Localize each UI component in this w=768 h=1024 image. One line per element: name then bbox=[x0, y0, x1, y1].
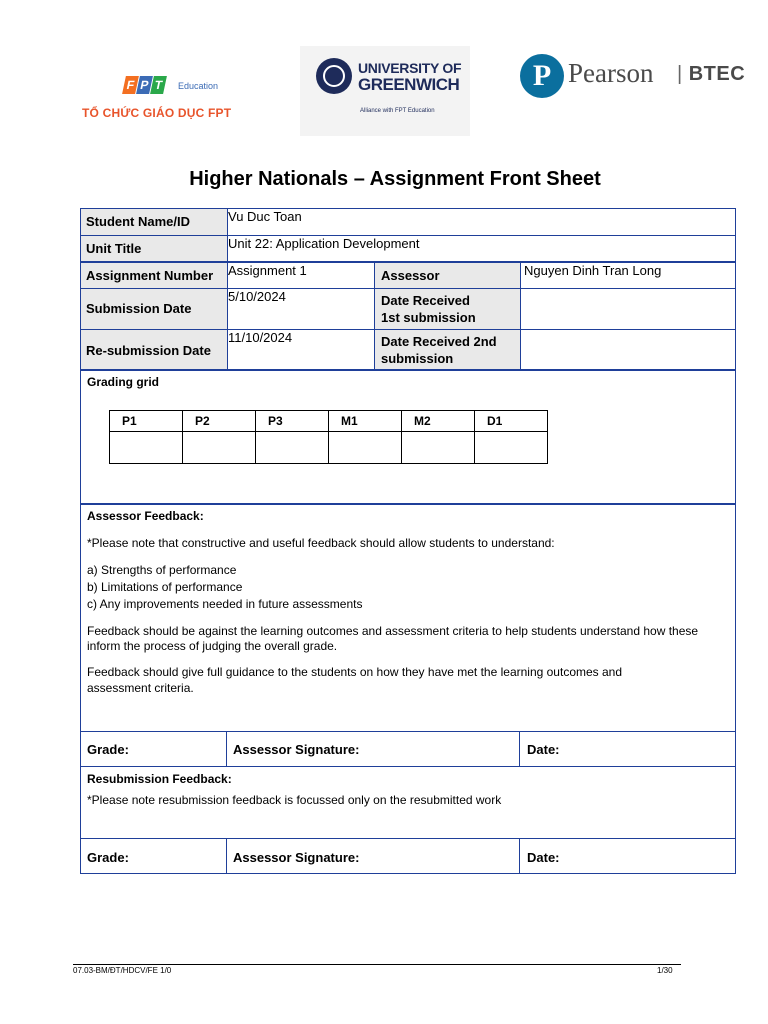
resubmission-date-value: 11/10/2024 bbox=[228, 330, 293, 345]
fpt-education-logo bbox=[82, 74, 257, 124]
submission-date-value: 5/10/2024 bbox=[228, 289, 286, 304]
assessor-value: Nguyen Dinh Tran Long bbox=[524, 263, 662, 278]
border-h bbox=[80, 329, 736, 330]
border-v bbox=[519, 731, 520, 766]
assignment-number-label: Assignment Number bbox=[80, 262, 227, 288]
grade-cell[interactable] bbox=[110, 432, 183, 464]
border-v bbox=[520, 262, 521, 370]
assessor-label: Assessor bbox=[375, 262, 520, 288]
assignment-number-value: Assignment 1 bbox=[228, 263, 307, 278]
grading-grid-title: Grading grid bbox=[87, 375, 159, 389]
greenwich-line1: UNIVERSITY OF bbox=[358, 60, 462, 76]
date-label-1: Date: bbox=[527, 742, 560, 757]
border-h bbox=[80, 261, 736, 263]
date-received-1-value bbox=[521, 288, 735, 329]
feedback-para1-line1: Feedback should be against the learning outcomes and assessment criteria to help students understand how these bbox=[87, 624, 699, 638]
fpt-letter: T bbox=[150, 76, 167, 94]
date-received-2-line1: Date Received 2nd bbox=[381, 334, 497, 349]
feedback-item-c: c) Any improvements needed in future assessments bbox=[87, 597, 363, 611]
grade-cell[interactable] bbox=[256, 432, 329, 464]
border-h bbox=[80, 208, 736, 209]
grade-cell[interactable] bbox=[402, 432, 475, 464]
border-h bbox=[80, 838, 736, 839]
assessor-feedback-title: Assessor Feedback: bbox=[87, 509, 204, 523]
border-h bbox=[80, 235, 736, 236]
border-h bbox=[80, 503, 736, 505]
border-right bbox=[735, 208, 736, 874]
border-h bbox=[80, 731, 736, 732]
date-received-1-label bbox=[375, 288, 520, 329]
border-h bbox=[80, 369, 736, 371]
date-received-2-line2: submission bbox=[381, 351, 454, 366]
footer-page-number: 1/30 bbox=[657, 966, 673, 975]
border-v bbox=[226, 731, 227, 766]
fpt-education-text: Education bbox=[178, 81, 219, 91]
footer-rule bbox=[73, 964, 681, 965]
grade-header: P3 bbox=[256, 411, 329, 432]
date-received-2-label bbox=[375, 329, 520, 370]
fpt-letter: P bbox=[136, 76, 153, 94]
border-h bbox=[80, 766, 736, 767]
btec-label: BTEC bbox=[688, 63, 746, 85]
grade-header: M1 bbox=[329, 411, 402, 432]
border-left bbox=[80, 208, 81, 874]
grade-header: D1 bbox=[475, 411, 548, 432]
fpt-mark-icon bbox=[124, 76, 166, 94]
grade-cell[interactable] bbox=[183, 432, 256, 464]
grade-cell[interactable] bbox=[329, 432, 402, 464]
border-v bbox=[227, 208, 228, 370]
submission-date-label: Submission Date bbox=[80, 288, 227, 329]
feedback-para2-line1: Feedback should give full guidance to the students on how they have met the learning outcomes and bbox=[87, 665, 623, 679]
unit-title-value: Unit 22: Application Development bbox=[228, 236, 420, 251]
pearson-word: Pearson bbox=[568, 58, 654, 88]
pearson-mark-icon: P bbox=[520, 54, 564, 98]
btec-word: | BTEC bbox=[677, 63, 746, 85]
border-v bbox=[226, 838, 227, 874]
date-received-1-line1: Date Received bbox=[381, 293, 470, 308]
grade-cell[interactable] bbox=[475, 432, 548, 464]
page-title: Higher Nationals – Assignment Front Sheet bbox=[189, 168, 601, 190]
assessor-signature-label-1: Assessor Signature: bbox=[233, 742, 360, 757]
feedback-para1-line2: inform the process of judging the overall grade. bbox=[87, 639, 338, 653]
greenwich-seal-icon bbox=[316, 58, 352, 94]
feedback-item-a: a) Strengths of performance bbox=[87, 563, 237, 577]
date-label-2: Date: bbox=[527, 850, 560, 865]
greenwich-logo bbox=[300, 46, 470, 136]
border-h bbox=[80, 288, 736, 289]
grading-table bbox=[109, 410, 548, 464]
unit-title-label: Unit Title bbox=[80, 235, 227, 262]
resubmission-feedback-title: Resubmission Feedback: bbox=[87, 772, 232, 786]
assessor-signature-label-2: Assessor Signature: bbox=[233, 850, 360, 865]
feedback-item-b: b) Limitations of performance bbox=[87, 580, 243, 594]
border-h bbox=[80, 873, 736, 874]
grade-label-2: Grade: bbox=[87, 850, 129, 865]
footer-code: 07.03-BM/ĐT/HDCV/FE 1/0 bbox=[73, 966, 172, 975]
fpt-letter: F bbox=[122, 76, 139, 94]
date-received-2-value bbox=[521, 329, 735, 370]
resubmission-note: *Please note resubmission feedback is focussed only on the resubmitted work bbox=[87, 793, 502, 807]
grade-header: M2 bbox=[402, 411, 475, 432]
resubmission-date-label: Re-submission Date bbox=[80, 329, 227, 370]
pearson-btec-logo bbox=[520, 52, 745, 102]
grade-label-1: Grade: bbox=[87, 742, 129, 757]
greenwich-alliance: Alliance with FPT Education bbox=[360, 108, 435, 114]
feedback-note: *Please note that constructive and useful feedback should allow students to understand: bbox=[87, 536, 555, 550]
student-name-label: Student Name/ID bbox=[80, 208, 227, 235]
fpt-org-name: TỔ CHỨC GIÁO DỤC FPT bbox=[82, 106, 232, 120]
date-received-1-line2: 1st submission bbox=[381, 310, 476, 325]
border-v bbox=[374, 262, 375, 370]
grade-header: P2 bbox=[183, 411, 256, 432]
greenwich-line2: GREENWICH bbox=[358, 75, 460, 94]
grade-header: P1 bbox=[110, 411, 183, 432]
student-name-value: Vu Duc Toan bbox=[228, 209, 302, 224]
feedback-para2-line2: assessment criteria. bbox=[87, 681, 194, 695]
border-v bbox=[519, 838, 520, 874]
